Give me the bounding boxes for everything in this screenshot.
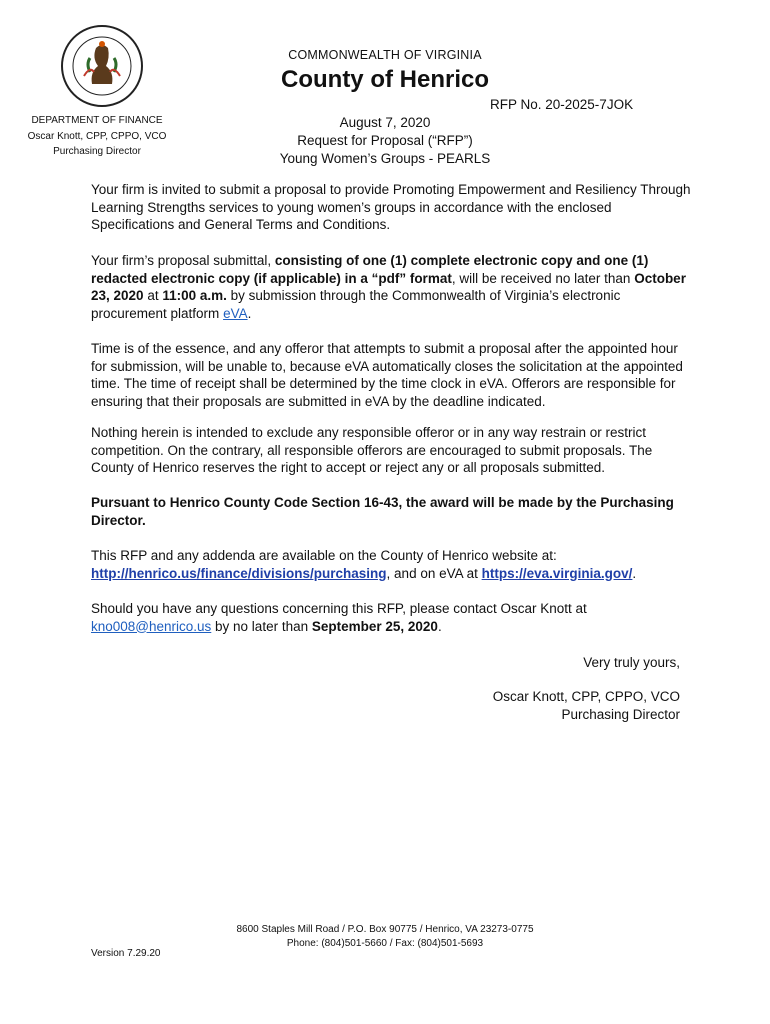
signature-block <box>91 688 680 723</box>
paragraph-award: Pursuant to Henrico County Code Section 16-43, the award will be made by the Purchasing Director. <box>91 495 674 528</box>
closing-salutation: Very truly yours, <box>583 655 680 670</box>
county-title: County of Henrico <box>281 66 489 93</box>
signature-title: Purchasing Director <box>561 706 680 722</box>
paragraph-competition: Nothing herein is intended to exclude any responsible offeror or in any way restrain or restrict competition. On the contrary, all responsible offerors are encouraged to submit proposals. The County of Henrico reserves the right to accept or reject any or all proposals submitted. <box>91 425 653 475</box>
department-title: Purchasing Director <box>53 146 141 157</box>
commonwealth-heading: COMMONWEALTH OF VIRGINIA <box>288 48 482 62</box>
eva-link[interactable]: eVA <box>223 305 248 321</box>
paragraph-questions: Should you have any questions concerning this RFP, please contact Oscar Knott at kno008@henrico.us by no later than September 25, 2020. <box>91 601 587 634</box>
rfp-number: RFP No. 20-2025-7JOK <box>490 97 634 112</box>
paragraph-availability: This RFP and any addenda are available on the County of Henrico website at: http://henrico.us/finance/divisions/purchasing, and on eVA at https://eva.virginia.gov/. <box>91 548 637 581</box>
paragraph-time: Time is of the essence, and any offeror that attempts to submit a proposal after the appointed hour for submission, will be unable to, because eVA automatically closes the solicitation at the appointed time. The time of receipt shall be determined by the time clock in eVA. Offerors are responsible for ensuring that their proposals are submitted in eVA by the deadline indicated. <box>91 341 683 409</box>
county-seal-logo <box>60 24 144 108</box>
rfp-subject: Young Women’s Groups - PEARLS <box>279 151 491 166</box>
rfp-date: August 7, 2020 <box>339 115 431 130</box>
paragraph-submittal: Your firm’s proposal submittal, consisting of one (1) complete electronic copy and one (1) redacted electronic copy (if applicable) in a “pdf” format, will be received no later than October 23, 2020 at 11:00 a.m. by submission through the Commonwealth of Virginia’s electronic procurement platform eVA. <box>91 253 686 321</box>
rfp-request: Request for Proposal (“RFP”) <box>297 133 473 148</box>
henrico-purchasing-link[interactable]: http://henrico.us/finance/divisions/purchasing <box>91 565 387 581</box>
footer-address <box>150 923 620 951</box>
department-name: DEPARTMENT OF FINANCE <box>31 115 163 126</box>
footer-phone-line: Phone: (804)501-5660 / Fax: (804)501-5693 <box>286 938 484 949</box>
department-person: Oscar Knott, CPP, CPPO, VCO <box>27 130 167 142</box>
eva-website-link[interactable]: https://eva.virginia.gov/ <box>481 565 633 581</box>
version-label: Version 7.29.20 <box>91 948 161 959</box>
footer-address-line: 8600 Staples Mill Road / P.O. Box 90775 / Henrico, VA 23273-0775 <box>236 924 534 935</box>
email-link[interactable]: kno008@henrico.us <box>91 618 212 634</box>
department-block <box>22 113 172 160</box>
rfp-meta <box>230 114 540 168</box>
paragraph-invitation: Your firm is invited to submit a proposal to provide Promoting Empowerment and Resiliency Through Learning Strengths services to young women’s groups in accordance with the enclosed Specifications and General Terms and Conditions. <box>91 182 691 232</box>
signature-name: Oscar Knott, CPP, CPPO, VCO <box>492 689 680 704</box>
